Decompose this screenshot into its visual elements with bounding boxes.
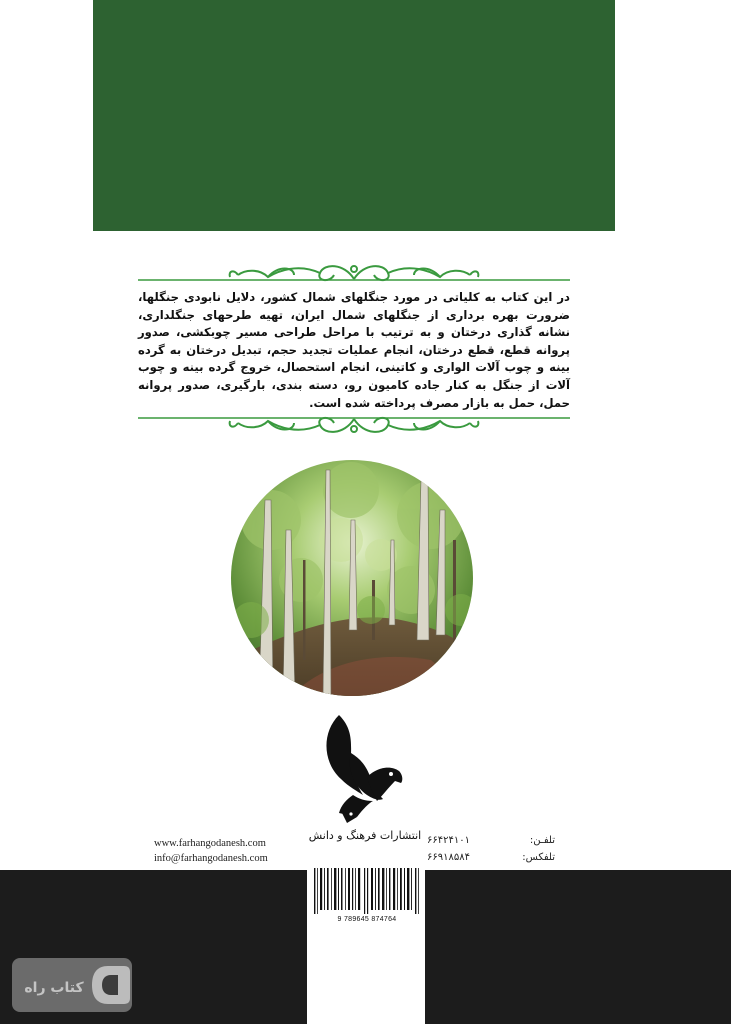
- phone-number: ۶۶۴۲۴۱۰۱: [427, 835, 470, 846]
- watermark-text: کتاب راه: [24, 980, 84, 996]
- watermark-logo-icon: [12, 958, 132, 1012]
- publisher-email-link[interactable]: info@farhangodanesh.com: [154, 853, 268, 864]
- isbn-number: 9 789645 874764: [337, 916, 397, 923]
- fax-row: [427, 849, 555, 866]
- bird-pen-logo-icon: [317, 713, 405, 825]
- barcode-icon: [312, 868, 422, 914]
- phone-label: تلفـن:: [529, 835, 555, 846]
- publisher-website-link[interactable]: www.farhangodanesh.com: [154, 838, 266, 849]
- phone-row: [427, 832, 555, 849]
- publisher-name: انتشارات فرهنگ و دانش: [308, 829, 422, 842]
- fax-label: تلفکس:: [522, 852, 555, 863]
- forest-photo: [231, 460, 473, 696]
- publisher-phone-contact: [427, 832, 555, 866]
- cover-green-panel: [93, 0, 615, 231]
- ornamental-divider-top-icon: [138, 259, 570, 285]
- fax-number: ۶۶۹۱۸۵۸۴: [427, 852, 470, 863]
- publisher-web-contact: [154, 836, 268, 866]
- ornamental-divider-bottom-icon: [138, 413, 570, 439]
- back-cover-blurb: در این کتاب به کلیاتی در مورد جنگلهای شمال کشور، دلایل نابودی جنگلها، ضرورت بهره برداری از جنگلهای شمال ایران، تهیه طرحهای جنگلداری، نشانه گذاری درختان و به ترتیب با مراحل طراحی مسیر چوبکشی، صدور پروانه قطع، قطع درختان، انجام عملیات تجدید حجم، تبدیل درختان به گرده بینه و چوب آلات الواری و کاتینی، انجام استحصال، خروج گرده بینه و چوب آلات از جنگل به کنار جاده کامیون رو، دسته بندی، بارگیری، صدور پروانه حمل، حمل به بازار مصرف پرداخته شده است.: [138, 290, 570, 410]
